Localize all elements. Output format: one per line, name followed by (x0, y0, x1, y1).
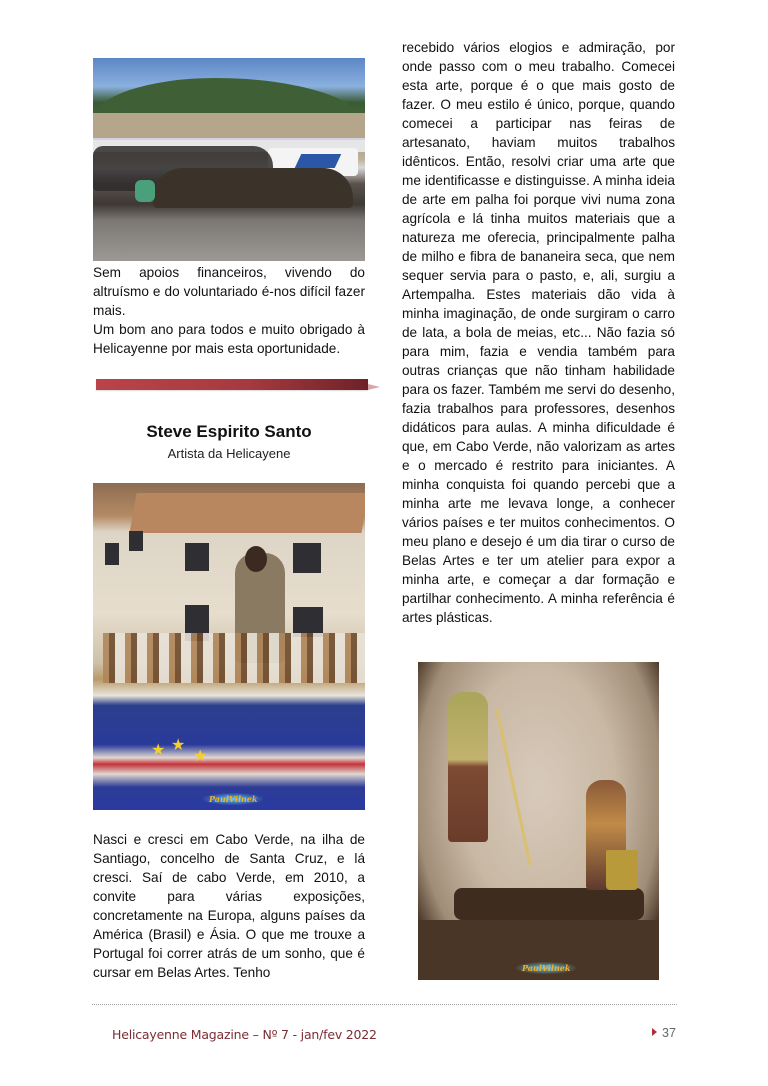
window-shape (105, 543, 119, 565)
green-bag-shape (135, 180, 155, 202)
profile-role: Artista da Helicayene (167, 446, 291, 461)
paragraph: Sem apoios financeiros, vivendo do altruísmo e do voluntariado é-nos difícil fazer mais. (93, 265, 365, 318)
bucket-shape (606, 850, 638, 890)
window-shape (293, 543, 321, 573)
woman-figure-shape (448, 692, 488, 842)
arrow-right-icon (652, 1028, 657, 1036)
cleanup-photo (93, 58, 365, 261)
footer-divider (92, 1004, 677, 1005)
window-shape (129, 531, 143, 551)
artist-photo (93, 483, 365, 810)
star-icon: ★ (193, 748, 208, 765)
photo-watermark: PaulVilnek (203, 793, 263, 805)
broom-shape (495, 708, 531, 865)
article-text-left-top (93, 263, 365, 358)
star-icon: ★ (171, 737, 186, 754)
article-text-right (402, 38, 675, 627)
star-icon: ★ (151, 742, 166, 759)
window-shape (185, 543, 209, 571)
article-text-left-bottom (93, 830, 365, 982)
sculptures-shape (103, 633, 365, 683)
page-number-value: 37 (662, 1026, 676, 1040)
truck-stripe-shape (295, 154, 342, 168)
paragraph: recebido vários elogios e admiração, por onde passo com o meu trabalho. Comecei esta arte, porque é o que mais gosto de fazer. O meu estilo é único, porque, quando comecei a participar nas feiras de artesanato, haviam muitos trabalhos idênticos. Então, resolvi criar uma arte que me identificasse e distinguisse. A minha ideia de arte em palha foi porque vivi numa zona agrícola e lá tinha muitos materiais que a natureza me oferecia, principalmente palha de milho e fibra de bananeira seca, que nem sequer servia para o pasto, e, ali, surgiu a Artempalha. Estes materiais dão vida à minha imaginação, de onde surgiram o carro de lata, a bola de meias, etc... Não fazia só para mim, fazia e vendia também para outras crianças que não tinham habilidade para os fazer. Também me servi do desenho, fazia trabalhos para professores, desenhos didáticos para aulas. A minha dificuldade é que, em Cabo Verde, não valorizam as artes e o mercado é restrito para iniciantes. A minha conquista foi quando percebi que a minha arte me levava longe, a conhecer vários países e ter muitos conhecimentos. O meu plano e desejo é um dia tirar o curso de Belas Artes e ter um atelier para expor a minha arte, e começar a dar formação e partilhar conhecimento. A minha referência é artes plásticas. (402, 40, 675, 625)
paragraph: Nasci e cresci em Cabo Verde, na ilha de Santiago, concelho de Santa Cruz, e lá cresci. Saí de cabo Verde, em 2010, a convite para várias exposições, concretamente na Europa, alguns países da América (Brasil) e Ásia. O que me trouxe a Portugal foi correr atrás de um sonho, que é cursar em Belas Artes. Tenho (93, 832, 365, 980)
section-divider (96, 379, 368, 390)
roof-shape (129, 493, 365, 533)
paragraph: Um bom ano para todos e muito obrigado à Helicayenne por mais esta oportunidade. (93, 322, 365, 356)
photo-watermark: PaulVilnek (516, 962, 576, 974)
sculpture-photo (418, 662, 659, 980)
divider-tip-icon (368, 384, 380, 390)
footer-magazine-title: Helicayenne Magazine – Nº 7 - jan/fev 2022 (112, 1027, 377, 1042)
page-number (652, 1026, 676, 1040)
person-head-shape (245, 546, 267, 572)
base-shape (454, 888, 644, 920)
tyres-pile-shape (153, 168, 353, 208)
profile-name: Steve Espirito Santo (146, 422, 312, 441)
